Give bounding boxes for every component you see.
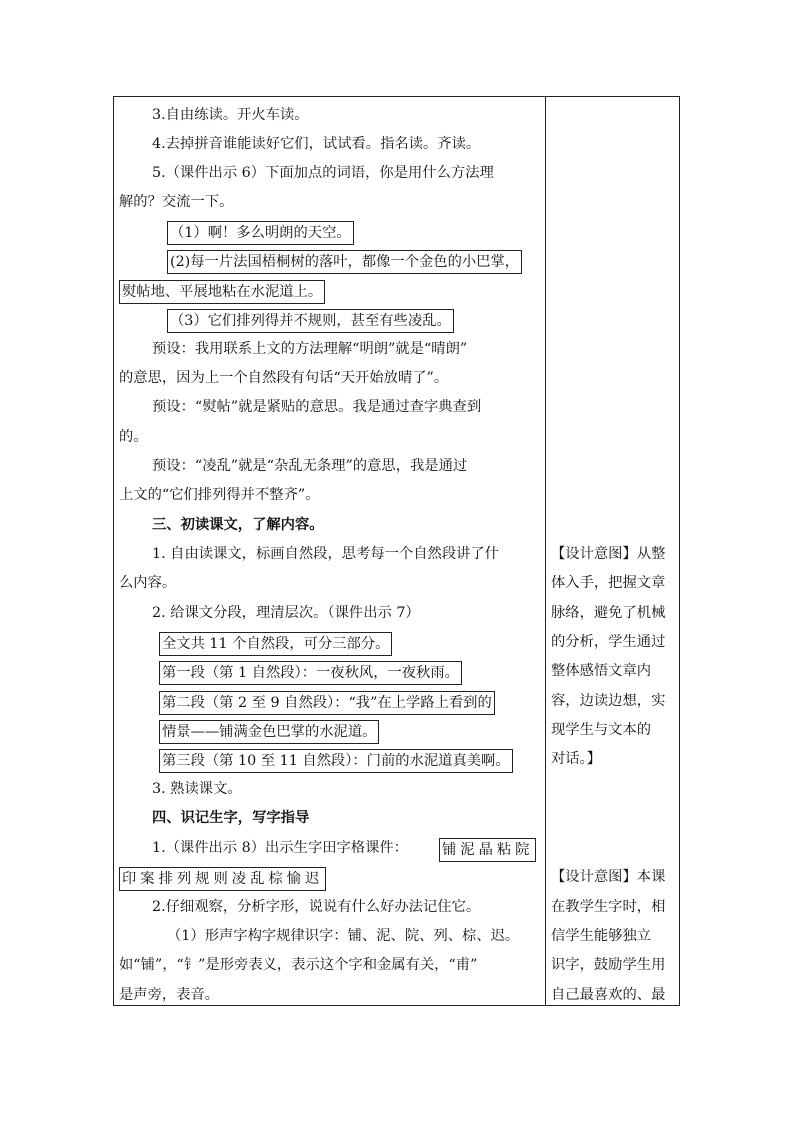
text-line: 预设：我用联系上文的方法理解“明朗”就是“晴朗” xyxy=(152,341,468,357)
text-line: （3）它们排列得并不规则，甚至有些凌乱。 xyxy=(167,309,454,333)
design-intent-line: 自己最喜欢的、最 xyxy=(551,987,666,1003)
text-line: 4.去掉拼音谁能读好它们，试试看。指名读。齐读。 xyxy=(152,136,481,152)
text-line: 四、识记生字，写字指导 xyxy=(152,810,310,826)
column-divider xyxy=(545,97,546,1005)
design-intent-line: 整体感悟文章内 xyxy=(551,663,652,679)
text-line: 的。 xyxy=(119,429,148,445)
text-line: 如“铺”，“钅”是形旁表义，表示这个字和金属有关，“甫” xyxy=(119,957,478,973)
text-line: 1. 自由读课文，标画自然段，思考每一个自然段讲了什 xyxy=(152,546,500,562)
text-line: 3. 熟读课文。 xyxy=(152,781,242,797)
text-line: 预设：“凌乱”就是“杂乱无条理”的意思，我是通过 xyxy=(152,458,468,474)
lesson-plan-table xyxy=(113,96,680,1006)
text-line: 么内容。 xyxy=(119,575,177,591)
design-intent-line: 体入手，把握文章 xyxy=(551,575,666,591)
design-intent-line: 的分析，学生通过 xyxy=(551,634,666,650)
char-grid-row-1: 铺泥晶粘院 xyxy=(439,838,536,862)
text-line: 是声旁，表音。 xyxy=(119,987,220,1003)
text-line: 预设：“熨帖”就是紧贴的意思。我是通过查字典查到 xyxy=(152,399,482,415)
text-line: 第三段（第 10 至 11 自然段）：门前的水泥道真美啊。 xyxy=(159,749,513,773)
text-line: 熨帖地、平展地粘在水泥道上。 xyxy=(119,280,325,304)
text-line: 第二段（第 2 至 9 自然段）：“我”在上学路上看到的 xyxy=(159,691,495,715)
design-intent-line: 脉络，避免了机械 xyxy=(551,605,666,621)
text-line: 解的？交流一下。 xyxy=(119,194,234,210)
design-intent-line: 信学生能够独立 xyxy=(551,928,652,944)
text-line: （1）啊！多么明朗的天空。 xyxy=(167,221,354,245)
design-intent-line: 在教学生字时，相 xyxy=(551,899,666,915)
design-intent-line: 容，边读边想，实 xyxy=(551,693,666,709)
text-line: (2)每一片法国梧桐树的落叶，都像一个金色的小巴掌， xyxy=(167,250,522,274)
text-line: 三、初读课文，了解内容。 xyxy=(152,517,324,533)
design-intent-line: 【设计意图】从整 xyxy=(551,546,666,562)
text-line: 2.仔细观察，分析字形，说说有什么好办法记住它。 xyxy=(152,899,481,915)
text-line: 全文共 11 个自然段，可分三部分。 xyxy=(159,632,392,656)
text-line: 5.（课件出示 6）下面加点的词语，你是用什么方法理 xyxy=(152,165,494,181)
text-line: 情景——铺满金色巴掌的水泥道。 xyxy=(159,720,379,744)
design-intent-line: 对话。】 xyxy=(551,751,602,767)
text-line: （1）形声字构字规律识字：铺、泥、院、列、棕、迟。 xyxy=(167,928,520,944)
text-line: 1.（课件出示 8）出示生字田字格课件： xyxy=(152,840,409,856)
text-line: 第一段（第 1 自然段）：一夜秋风，一夜秋雨。 xyxy=(159,661,462,685)
text-line: 的意思，因为上一个自然段有句话“天开始放晴了”。 xyxy=(119,370,449,386)
text-line: 3.自由练读。开火车读。 xyxy=(152,107,309,123)
design-intent-line: 现学生与文本的 xyxy=(551,722,652,738)
char-grid-row-2: 印案排列规则凌乱棕愉迟 xyxy=(119,867,326,891)
text-line: 2. 给课文分段，理清层次。（课件出示 7） xyxy=(152,605,420,621)
text-line: 上文的“它们排列得并不整齐”。 xyxy=(119,487,320,503)
design-intent-line: 【设计意图】本课 xyxy=(551,869,666,885)
design-intent-line: 识字，鼓励学生用 xyxy=(551,957,666,973)
